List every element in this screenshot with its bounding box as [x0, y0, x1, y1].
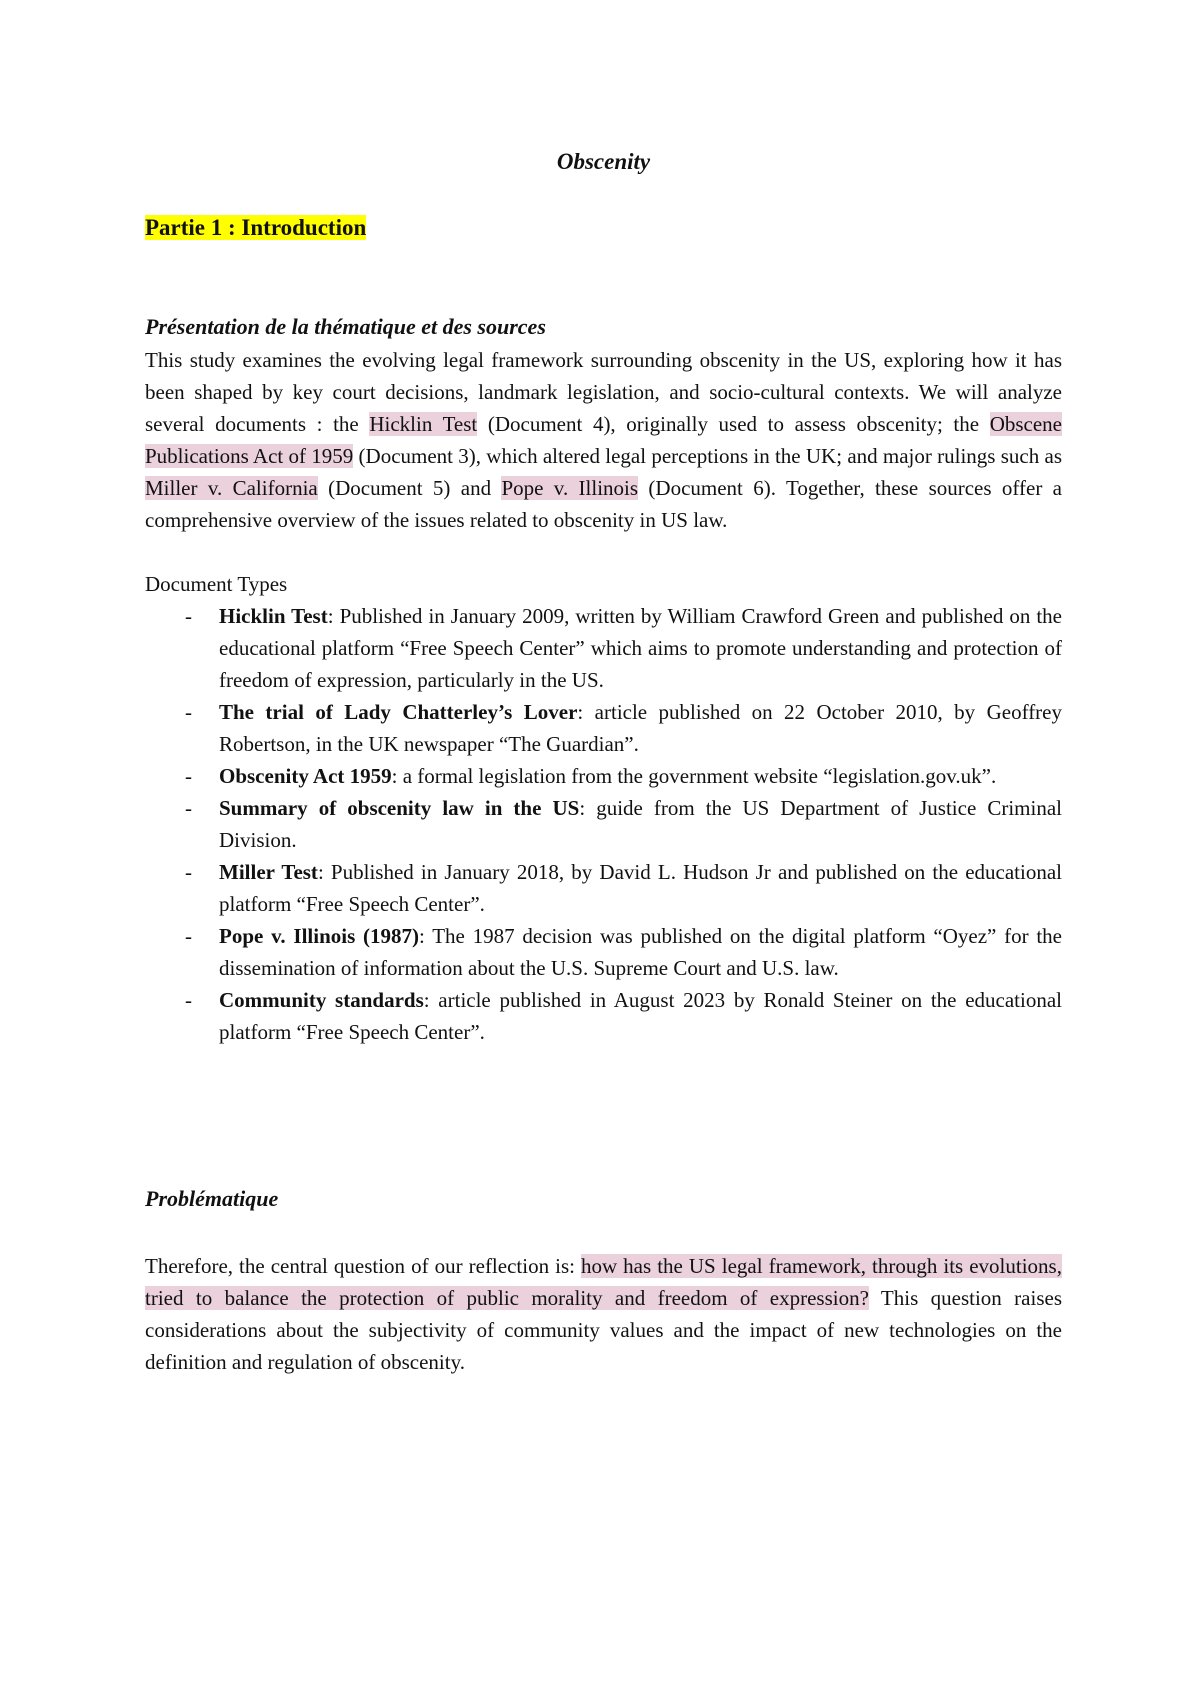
list-item: [145, 856, 1062, 920]
list-dash: -: [185, 860, 192, 884]
list-item: [145, 760, 1062, 792]
list-item: [145, 920, 1062, 984]
list-item-term: Obscenity Act 1959: [219, 764, 392, 788]
list-item-text: : The 1987 decision was published on the digital platform “Oyez” for the dissemination of information about the U.S. Supreme Court and U.S. law.: [219, 924, 1062, 980]
problematique-text: This question raises considerations about the subjectivity of community values and the impact of new technologies on the definition and regulation of obscenity.: [145, 1286, 1063, 1374]
list-item-term: The trial of Lady Chatterley’s Lover: [219, 700, 578, 724]
problematique-paragraph: [145, 1250, 1062, 1378]
presentation-text: This study examines the evolving legal framework surrounding obscenity in the US, exploring how it has been shaped by key court decisions, landmark legislation, and socio-cultural contexts. We will analyze several documents : the: [145, 348, 1062, 436]
list-dash: -: [185, 604, 192, 628]
document-types-list: [145, 600, 1062, 1048]
list-dash: -: [185, 700, 192, 724]
list-item-text: : Published in January 2018, by David L. Hudson Jr and published on the educational platform “Free Speech Center”.: [219, 860, 1062, 916]
document-title: Obscenity: [556, 149, 651, 174]
list-item-term: Miller Test: [219, 860, 318, 884]
list-item: [145, 696, 1062, 760]
presentation-text: (Document 3), which altered legal perceptions in the UK; and major rulings such as: [353, 444, 1062, 468]
list-item: [145, 600, 1062, 696]
presentation-text: (Document 4), originally used to assess obscenity; the: [477, 412, 990, 436]
list-dash: -: [185, 924, 192, 948]
list-item-term: Pope v. Illinois (1987): [219, 924, 419, 948]
list-dash: -: [185, 988, 192, 1012]
list-item: [145, 984, 1062, 1048]
list-item-term: Hicklin Test: [219, 604, 328, 628]
presentation-paragraph: [145, 344, 1062, 536]
list-item-text: : article published in August 2023 by Ronald Steiner on the educational platform “Free Speech Center”.: [219, 988, 1062, 1044]
list-item-text: : article published on 22 October 2010, by Geoffrey Robertson, in the UK newspaper “The Guardian”.: [219, 700, 1062, 756]
presentation-text: (Document 6). Together, these sources offer a comprehensive overview of the issues related to obscenity in US law.: [145, 476, 1062, 532]
list-item-text: : guide from the US Department of Justice Criminal Division.: [219, 796, 1062, 852]
list-item-text: : Published in January 2009, written by William Crawford Green and published on the educational platform “Free Speech Center” which aims to promote understanding and protection of freedom of expression, particularly in the US.: [219, 604, 1063, 692]
problematique-heading: Problématique: [145, 1186, 279, 1211]
problematique-text: Therefore, the central question of our reflection is:: [145, 1254, 581, 1278]
part-heading-text: Partie 1 : Introduction: [145, 215, 367, 240]
list-item: [145, 792, 1062, 856]
highlight-central-question: how has the US legal framework, through its evolutions, tried to balance the protection of public morality and freedom of expression?: [145, 1254, 1062, 1310]
list-item-term: Summary of obscenity law in the US: [219, 796, 580, 820]
list-dash: -: [185, 764, 192, 788]
presentation-text: (Document 5) and: [317, 476, 502, 500]
list-item-term: Community standards: [219, 988, 424, 1012]
list-dash: -: [185, 796, 192, 820]
document-types-label: Document Types: [145, 572, 288, 596]
highlight-obscene-act: Obscene Publications Act of 1959: [145, 412, 1062, 468]
highlight-pope: Pope v. Illinois: [501, 476, 639, 500]
highlight-miller: Miller v. California: [145, 476, 318, 500]
list-item-text: : a formal legislation from the government website “legislation.gov.uk”.: [391, 764, 997, 788]
presentation-heading: Présentation de la thématique et des sources: [145, 314, 546, 339]
part-heading: [145, 210, 1062, 246]
highlight-hicklin: Hicklin Test: [369, 412, 478, 436]
